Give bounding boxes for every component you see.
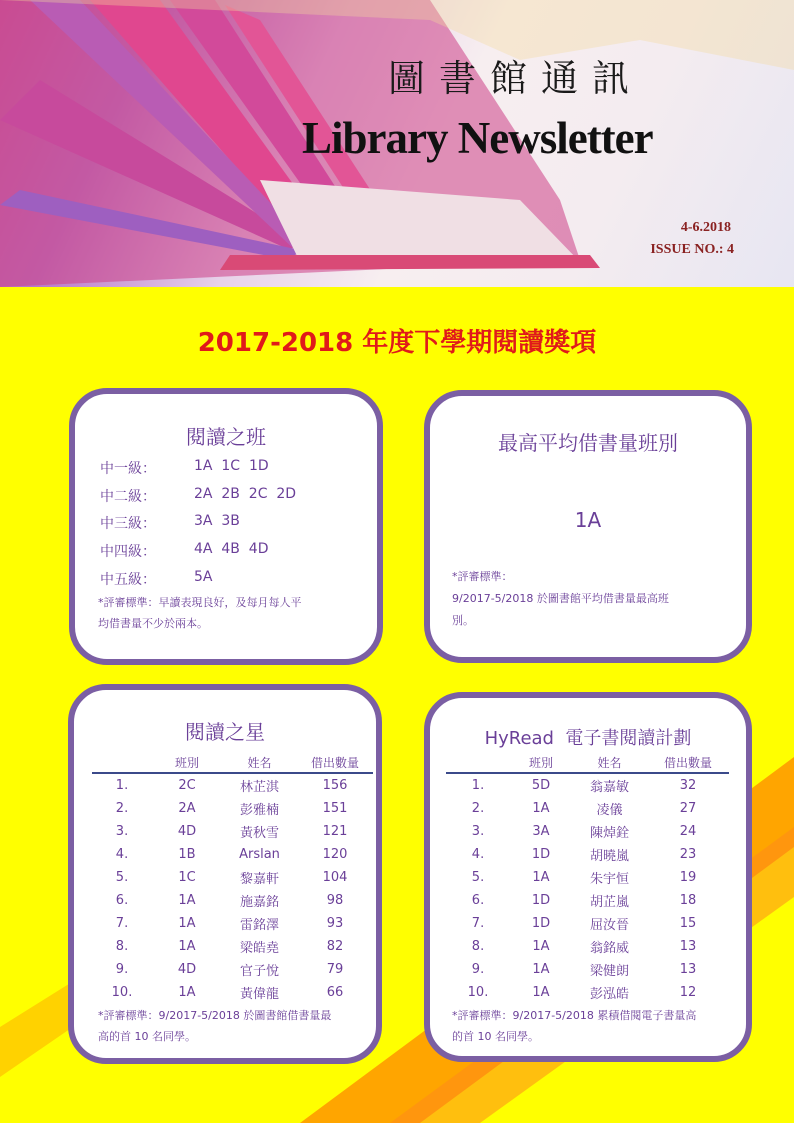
name-cell: Arslan [239,847,280,862]
rank-cell: 8. [471,939,485,954]
hyread-title: HyRead 電子書閱讀計劃 [484,728,692,749]
rank-cell: 2. [115,801,129,816]
name-cell: 彭泓皓 [589,987,629,1002]
name-cell: 黎嘉軒 [239,872,279,887]
count-cell: 151 [322,801,348,816]
table-row [446,889,729,912]
grade-label: 中五級： [100,572,156,588]
class-cell: 1A [178,916,196,931]
count-header: 借出數量 [297,753,373,773]
grade-classes: 5A [194,569,213,585]
newsletter-title-chinese: 圖書館通訊 [388,57,643,100]
count-header: 借出數量 [647,753,729,773]
count-cell: 13 [679,939,697,954]
table-header-row [92,753,373,773]
count-cell: 104 [322,870,348,885]
rank-cell: 9. [115,962,129,977]
count-cell: 24 [679,824,697,839]
rank-cell: 3. [471,824,485,839]
table-header-row [446,753,729,773]
count-cell: 19 [679,870,697,885]
name-cell: 林芷淇 [239,780,279,795]
table-row [92,820,373,843]
class-header: 班別 [510,753,572,773]
count-cell: 121 [322,824,348,839]
table-row [92,843,373,866]
name-cell: 屈汝晉 [589,918,629,933]
table-row [446,820,729,843]
class-cell: 4D [177,962,197,977]
rank-cell: 9. [471,962,485,977]
class-cell: 1A [178,893,196,908]
class-cell: 2C [178,778,196,793]
table-row [92,912,373,935]
count-cell: 98 [326,893,344,908]
criteria-note: 別。 [452,614,474,627]
class-cell: 1D [531,916,551,931]
name-cell: 黃秋雪 [239,826,279,841]
name-cell: 朱宇恒 [589,872,629,887]
criteria-note: 均借書量不少於兩本。 [98,617,208,630]
reading-star-title: 閱讀之星 [185,720,265,744]
class-cell: 1B [178,847,196,862]
table-row [446,866,729,889]
award-section-title: 2017-2018 年度下學期閱讀獎項 [197,328,597,358]
name-cell: 翁嘉敏 [589,780,629,795]
table-row [446,935,729,958]
table-row [92,797,373,820]
name-cell: 官子悅 [239,964,279,979]
count-cell: 27 [679,801,697,816]
table-row [92,866,373,889]
rank-header [446,753,510,773]
count-cell: 79 [326,962,344,977]
criteria-note: 高的首 10 名同學。 [98,1030,196,1043]
criteria-note: *評審標準：9/2017-5/2018 累積借閱電子書量高 [452,1009,697,1022]
name-cell: 胡曉嵐 [589,849,629,864]
rank-cell: 4. [471,847,485,862]
class-cell: 1A [178,939,196,954]
name-cell: 凌儀 [596,803,623,818]
table-row [446,797,729,820]
table-row [92,935,373,958]
class-cell: 1A [532,801,550,816]
name-cell: 翁銘威 [589,941,629,956]
class-cell: 1A [178,985,196,1000]
count-cell: 93 [326,916,344,931]
grade-classes: 2A 2B 2C 2D [194,486,297,502]
class-cell: 1A [532,939,550,954]
class-cell: 4D [177,824,197,839]
hyread-table [446,753,729,1004]
name-cell: 彭雅楠 [239,803,279,818]
grade-classes: 3A 3B [194,513,240,529]
rank-cell: 8. [115,939,129,954]
criteria-note: *評審標準： [452,570,513,583]
grade-classes: 4A 4B 4D [194,541,269,557]
criteria-note: *評審標準：早讀表現良好，及每月每人平 [98,596,302,609]
rank-cell: 7. [115,916,129,931]
class-cell: 5D [531,778,551,793]
reading-star-table [92,753,373,1004]
rank-header [92,753,152,773]
class-cell: 3A [532,824,550,839]
name-cell: 黃偉龍 [239,987,279,1002]
grade-label: 中二級： [100,489,156,505]
count-cell: 156 [322,778,348,793]
name-header: 姓名 [222,753,297,773]
count-cell: 32 [679,778,697,793]
rank-cell: 10. [467,985,489,1000]
table-row [92,773,373,797]
header-banner [0,0,794,287]
rank-cell: 10. [111,985,133,1000]
newsletter-title-english: Library Newsletter [302,113,653,163]
reading-class-title: 閱讀之班 [186,425,266,449]
grade-label: 中四級： [100,544,156,560]
table-row [446,843,729,866]
class-cell: 1A [532,870,550,885]
rank-cell: 7. [471,916,485,931]
count-cell: 66 [326,985,344,1000]
criteria-note: *評審標準：9/2017-5/2018 於圖書館借書量最 [98,1009,332,1022]
name-cell: 梁健朗 [589,964,629,979]
class-cell: 1D [531,847,551,862]
name-cell: 胡芷嵐 [589,895,629,910]
table-row [446,981,729,1004]
rank-cell: 1. [471,778,485,793]
class-cell: 1C [178,870,196,885]
count-cell: 13 [679,962,697,977]
count-cell: 23 [679,847,697,862]
count-cell: 120 [322,847,348,862]
class-cell: 1D [531,893,551,908]
name-cell: 梁皓堯 [239,941,279,956]
table-row [446,773,729,797]
grade-label: 中三級： [100,516,156,532]
criteria-note: 9/2017-5/2018 於圖書館平均借書量最高班 [452,592,669,605]
rank-cell: 5. [115,870,129,885]
top-average-class: 1A [574,508,602,532]
name-cell: 雷銘澤 [239,918,279,933]
issue-number: ISSUE NO.: 4 [650,242,734,257]
name-header: 姓名 [572,753,647,773]
count-cell: 82 [326,939,344,954]
rank-cell: 6. [115,893,129,908]
name-cell: 陳焯銓 [589,826,629,841]
count-cell: 12 [679,985,697,1000]
grade-label: 中一級： [100,461,156,477]
rank-cell: 4. [115,847,129,862]
grade-classes: 1A 1C 1D [194,458,269,474]
class-cell: 1A [532,962,550,977]
class-cell: 2A [178,801,196,816]
class-cell: 1A [532,985,550,1000]
count-cell: 15 [679,916,697,931]
table-row [92,958,373,981]
rank-cell: 2. [471,801,485,816]
rank-cell: 3. [115,824,129,839]
table-row [92,981,373,1004]
table-row [92,889,373,912]
count-cell: 18 [679,893,697,908]
criteria-note: 的首 10 名同學。 [452,1030,539,1043]
issue-date: 4-6.2018 [680,220,731,235]
rank-cell: 6. [471,893,485,908]
class-header: 班別 [152,753,222,773]
table-row [446,958,729,981]
top-average-title: 最高平均借書量班別 [498,431,678,455]
table-row [446,912,729,935]
rank-cell: 1. [115,778,129,793]
name-cell: 施嘉銘 [239,895,279,910]
rank-cell: 5. [471,870,485,885]
